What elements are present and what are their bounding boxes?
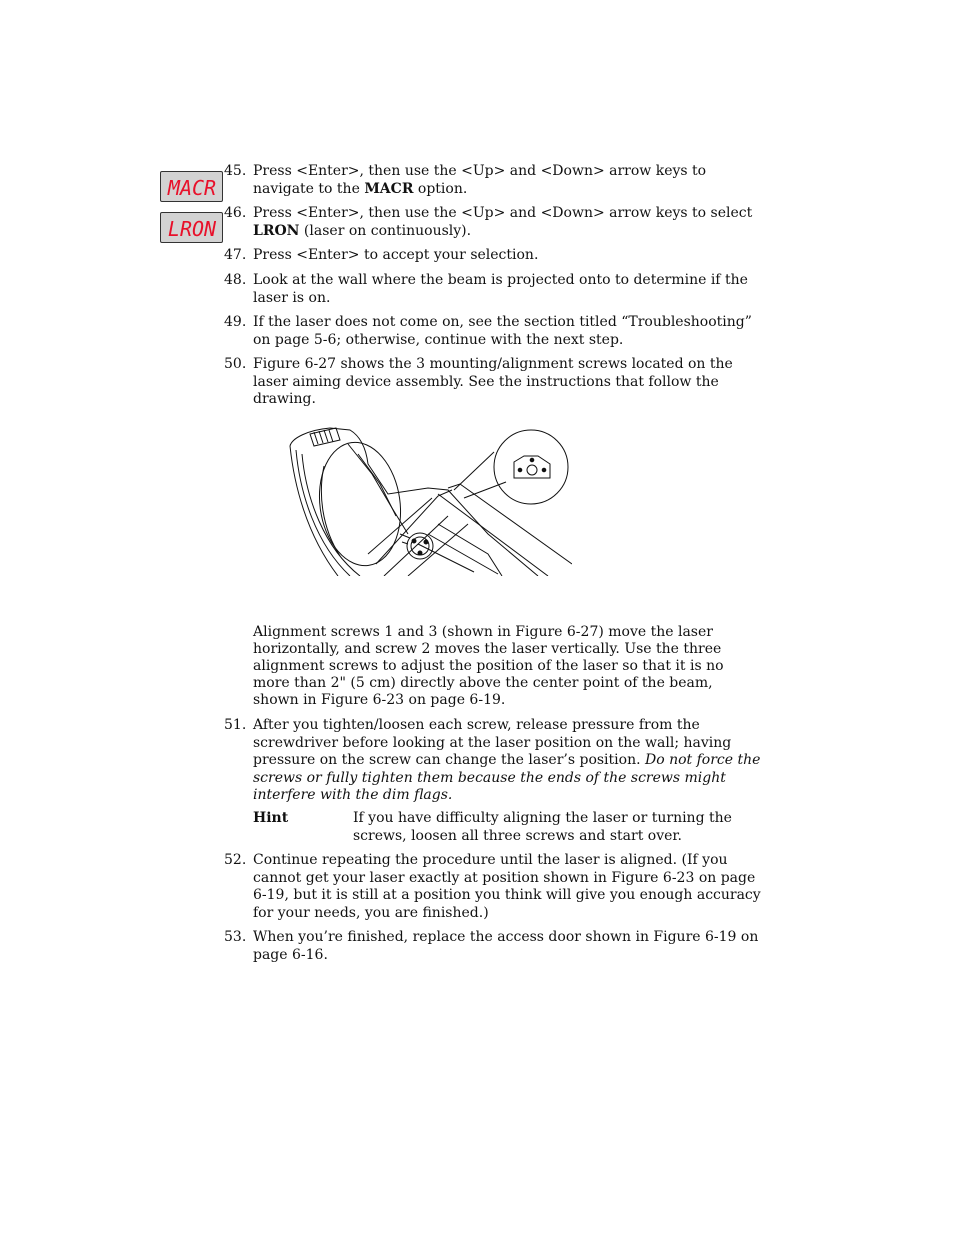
lcd-display-lron-icon: [160, 212, 223, 243]
step-text: When you’re finished, replace the access door shown in Figure 6-19 on page 6-16.: [253, 929, 759, 963]
laser-assembly-figure: [288, 424, 572, 576]
step-text: [253, 205, 764, 240]
option-name: MACR: [364, 180, 414, 197]
step-text: [253, 163, 764, 198]
step-text-part: After you tighten/loosen each screw, release pressure from the screwdriver before looking at the laser position on the wall; having pressure on the screw can change the laser’s position.: [253, 717, 732, 768]
hint-label: Hint: [253, 810, 289, 826]
step-text-part: Press <Enter>, then use the <Up> and <Down> arrow keys to select: [253, 205, 753, 221]
step-number: 53.: [224, 929, 247, 945]
option-name: LRON: [253, 222, 300, 239]
step-text: Continue repeating the procedure until the laser is aligned. (If you cannot get your laser exactly at position shown in Figure 6-23 on page 6-19, but it is still at a position you think will give you enough accuracy for your needs, you are finished.): [253, 852, 761, 921]
step-text: Look at the wall where the beam is projected onto to determine if the laser is on.: [253, 272, 748, 306]
lcd-display-lron-text: LRON: [167, 217, 217, 241]
step-number: 48.: [224, 272, 247, 288]
hint-text: If you have difficulty aligning the laser or turning the screws, loosen all three screws and start over.: [353, 810, 732, 844]
lcd-display-macr-text: MACR: [167, 176, 217, 200]
step-number: 45.: [224, 163, 247, 179]
caution-text: Do not force the screws or fully tighten them because the ends of the screws might interfere with the dim flags.: [253, 752, 761, 803]
step-text-part: option.: [413, 180, 468, 197]
step-text: If the laser does not come on, see the section titled “Troubleshooting” on page 5-6; otherwise, continue with the next step.: [253, 314, 752, 348]
step-number: 52.: [224, 852, 247, 868]
step-text: [253, 717, 764, 805]
step-text-part: Press <Enter>, then use the <Up> and <Down> arrow keys to navigate to the: [253, 163, 707, 197]
step-number: 46.: [224, 205, 247, 221]
step-number: 50.: [224, 356, 247, 372]
lcd-display-macr-icon: [160, 171, 223, 202]
alignment-paragraph: Alignment screws 1 and 3 (shown in Figure 6-27) move the laser horizontally, and screw 2 moves the laser vertically. Use the three alignment screws to adjust the position of the laser so that it is no more than 2" (5 cm) directly above the center point of the beam, shown in Figure 6-23 on page 6-19.: [253, 624, 724, 708]
step-number: 51.: [224, 717, 247, 733]
step-text-part: (laser on continuously).: [299, 222, 472, 239]
step-text: Figure 6-27 shows the 3 mounting/alignment screws located on the laser aiming device assembly. See the instructions that follow the drawing.: [253, 356, 733, 407]
step-text: Press <Enter> to accept your selection.: [253, 247, 539, 263]
step-number: 47.: [224, 247, 247, 263]
step-number: 49.: [224, 314, 247, 330]
